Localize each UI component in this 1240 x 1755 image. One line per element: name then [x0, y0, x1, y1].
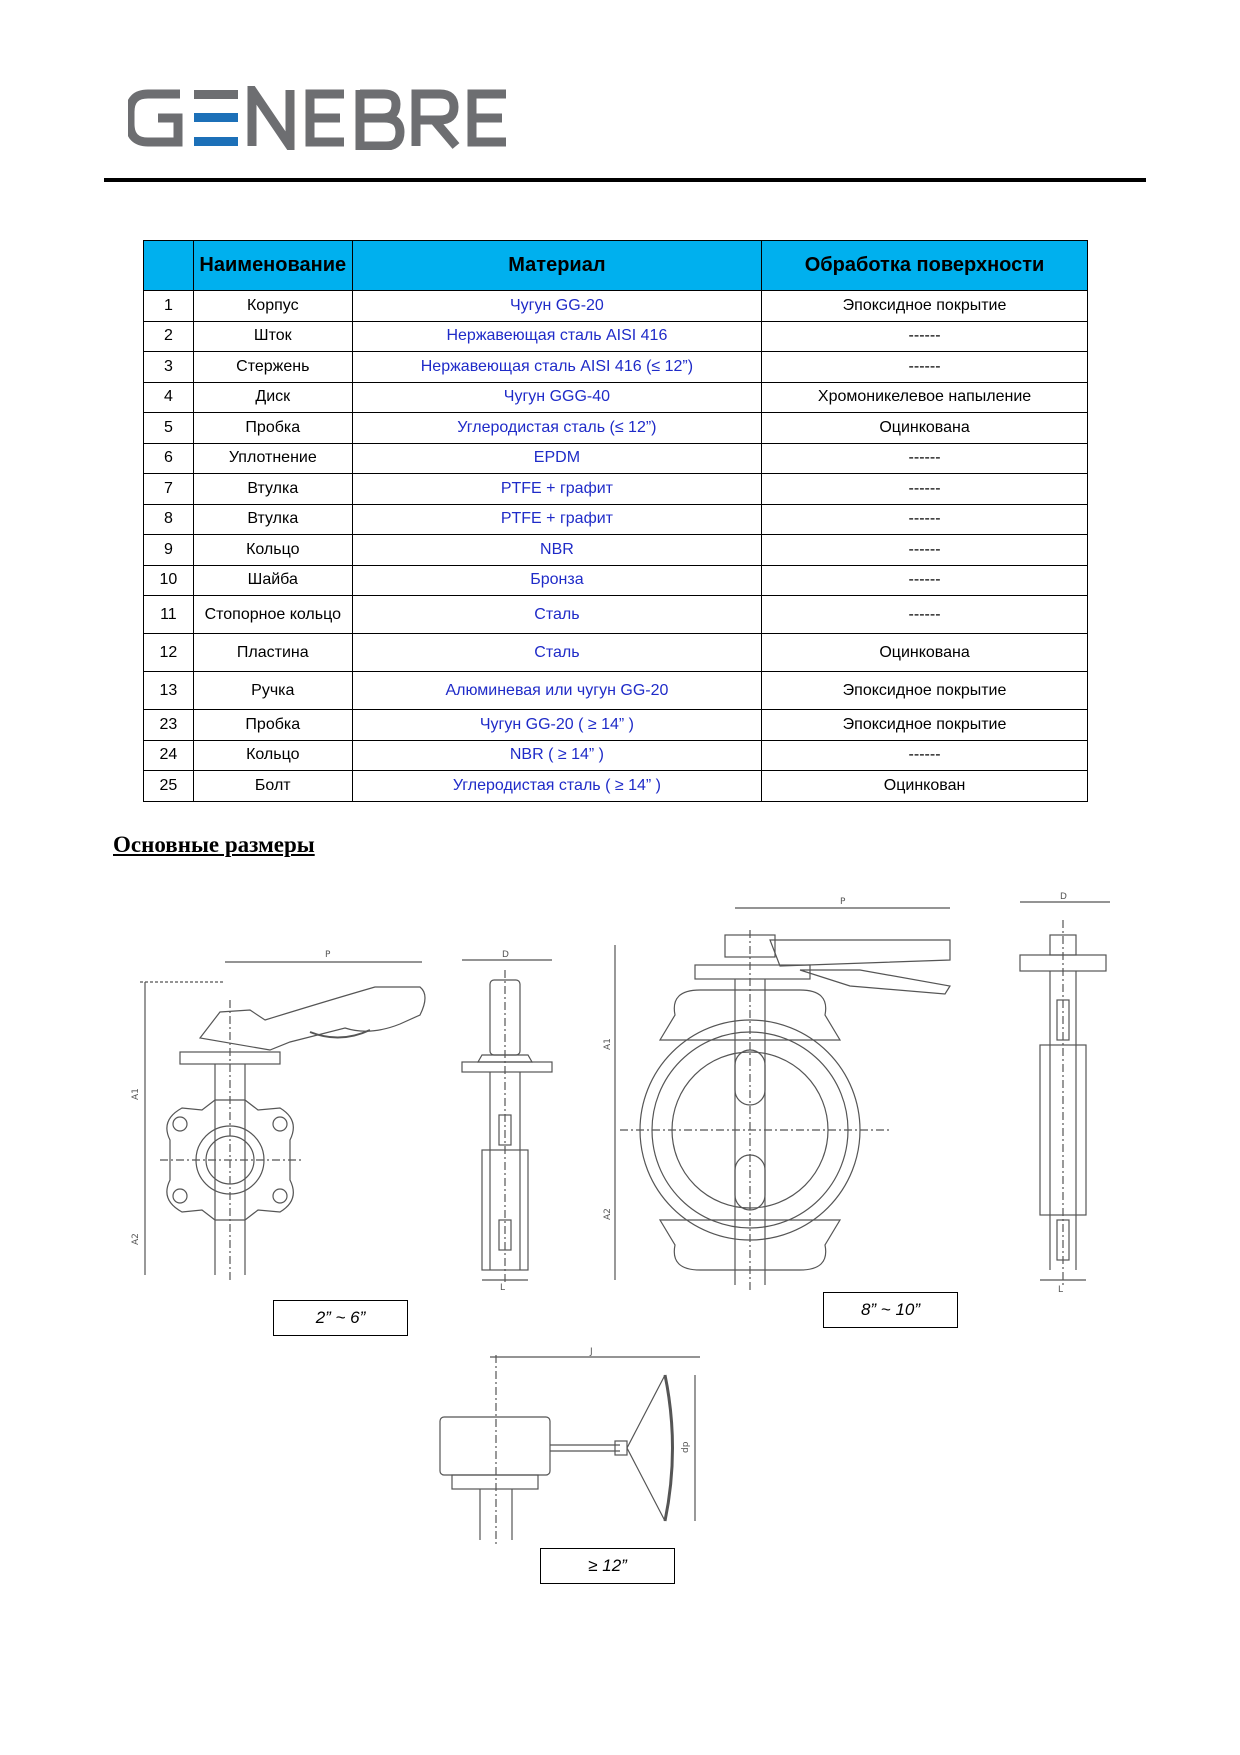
dim-l-label: L	[500, 1283, 506, 1293]
header-material: Материал	[352, 241, 761, 291]
size-label-medium: 8” ~ 10”	[823, 1292, 958, 1328]
cell-name: Уплотнение	[193, 443, 352, 474]
table-row	[144, 565, 1088, 596]
cell-name: Корпус	[193, 291, 352, 322]
cell-material: Сталь	[352, 596, 761, 634]
cell-surface: ------	[762, 474, 1088, 505]
cell-surface: ------	[762, 321, 1088, 352]
cell-material: Сталь	[352, 634, 761, 672]
dim-a1-label: A1	[603, 1038, 613, 1050]
table-row	[144, 504, 1088, 535]
cell-surface: Эпоксидное покрытие	[762, 710, 1088, 741]
cell-name: Втулка	[193, 504, 352, 535]
table-row	[144, 321, 1088, 352]
cell-surface: ------	[762, 740, 1088, 771]
cell-surface: Эпоксидное покрытие	[762, 672, 1088, 710]
genebre-logo	[128, 86, 528, 150]
cell-name: Стержень	[193, 352, 352, 383]
cell-name: Втулка	[193, 474, 352, 505]
dim-p-label: P	[840, 897, 846, 907]
cell-material: Чугун GG-20	[352, 291, 761, 322]
cell-material: PTFE + графит	[352, 474, 761, 505]
dim-a2-label: A2	[131, 1233, 141, 1245]
cell-material: Бронза	[352, 565, 761, 596]
cell-number: 11	[144, 596, 194, 634]
cell-surface: ------	[762, 352, 1088, 383]
valve-side-medium-drawing	[1010, 890, 1120, 1300]
cell-number: 12	[144, 634, 194, 672]
table-row	[144, 535, 1088, 566]
valve-side-small-drawing	[452, 950, 562, 1295]
cell-number: 9	[144, 535, 194, 566]
cell-material: Нержавеющая сталь AISI 416	[352, 321, 761, 352]
dim-a1-label: A1	[131, 1088, 141, 1100]
cell-number: 5	[144, 413, 194, 444]
cell-surface: Оцинкован	[762, 771, 1088, 802]
table-row	[144, 474, 1088, 505]
parts-table	[143, 240, 1088, 802]
cell-name: Пластина	[193, 634, 352, 672]
cell-surface: Эпоксидное покрытие	[762, 291, 1088, 322]
cell-material: PTFE + графит	[352, 504, 761, 535]
cell-material: EPDM	[352, 443, 761, 474]
table-row	[144, 382, 1088, 413]
cell-material: NBR	[352, 535, 761, 566]
cell-material: NBR ( ≥ 14” )	[352, 740, 761, 771]
cell-surface: Оцинкована	[762, 634, 1088, 672]
table-row	[144, 413, 1088, 444]
cell-material: Чугун GG-20 ( ≥ 14” )	[352, 710, 761, 741]
cell-name: Шток	[193, 321, 352, 352]
cell-name: Ручка	[193, 672, 352, 710]
cell-material: Чугун GGG-40	[352, 382, 761, 413]
cell-name: Кольцо	[193, 740, 352, 771]
cell-number: 13	[144, 672, 194, 710]
cell-surface: Оцинкована	[762, 413, 1088, 444]
cell-name: Стопорное кольцо	[193, 596, 352, 634]
table-row	[144, 771, 1088, 802]
cell-material: Алюминевая или чугун GG-20	[352, 672, 761, 710]
cell-number: 2	[144, 321, 194, 352]
dim-p-label: P	[325, 950, 331, 960]
dim-j-label: J	[590, 1347, 593, 1357]
cell-number: 1	[144, 291, 194, 322]
header-name: Наименование	[193, 241, 352, 291]
table-row	[144, 740, 1088, 771]
cell-name: Болт	[193, 771, 352, 802]
cell-material: Нержавеющая сталь AISI 416 (≤ 12”)	[352, 352, 761, 383]
cell-name: Кольцо	[193, 535, 352, 566]
size-label-small: 2” ~ 6”	[273, 1300, 408, 1336]
cell-name: Пробка	[193, 710, 352, 741]
table-row	[144, 443, 1088, 474]
header-surface: Обработка поверхности	[762, 241, 1088, 291]
section-title: Основные размеры	[113, 832, 315, 857]
table-row	[144, 710, 1088, 741]
cell-material: Углеродистая сталь (≤ 12”)	[352, 413, 761, 444]
valve-front-small-drawing	[130, 940, 440, 1285]
dim-a2-label: A2	[603, 1208, 613, 1220]
header-rule	[104, 178, 1146, 182]
cell-name: Диск	[193, 382, 352, 413]
cell-surface: ------	[762, 565, 1088, 596]
cell-surface: ------	[762, 443, 1088, 474]
cell-material: Углеродистая сталь ( ≥ 14” )	[352, 771, 761, 802]
header-number	[144, 241, 194, 291]
cell-number: 23	[144, 710, 194, 741]
dim-dp-label: dp	[681, 1441, 691, 1453]
dim-d-label: D	[1060, 892, 1067, 902]
table-row	[144, 634, 1088, 672]
cell-number: 7	[144, 474, 194, 505]
cell-number: 3	[144, 352, 194, 383]
cell-surface: ------	[762, 504, 1088, 535]
valve-gear-large-drawing	[430, 1345, 710, 1545]
table-row	[144, 352, 1088, 383]
table-row	[144, 291, 1088, 322]
size-label-large: ≥ 12”	[540, 1548, 675, 1584]
cell-surface: Хромоникелевое напыление	[762, 382, 1088, 413]
dim-d-label: D	[502, 950, 509, 960]
cell-number: 25	[144, 771, 194, 802]
cell-number: 8	[144, 504, 194, 535]
table-header-row	[144, 241, 1088, 291]
cell-number: 6	[144, 443, 194, 474]
cell-name: Пробка	[193, 413, 352, 444]
dim-l-label: L	[1058, 1285, 1064, 1295]
cell-number: 4	[144, 382, 194, 413]
cell-surface: ------	[762, 535, 1088, 566]
valve-front-medium-drawing	[600, 890, 960, 1300]
cell-number: 10	[144, 565, 194, 596]
table-row	[144, 596, 1088, 634]
table-row	[144, 672, 1088, 710]
cell-number: 24	[144, 740, 194, 771]
cell-surface: ------	[762, 596, 1088, 634]
cell-name: Шайба	[193, 565, 352, 596]
